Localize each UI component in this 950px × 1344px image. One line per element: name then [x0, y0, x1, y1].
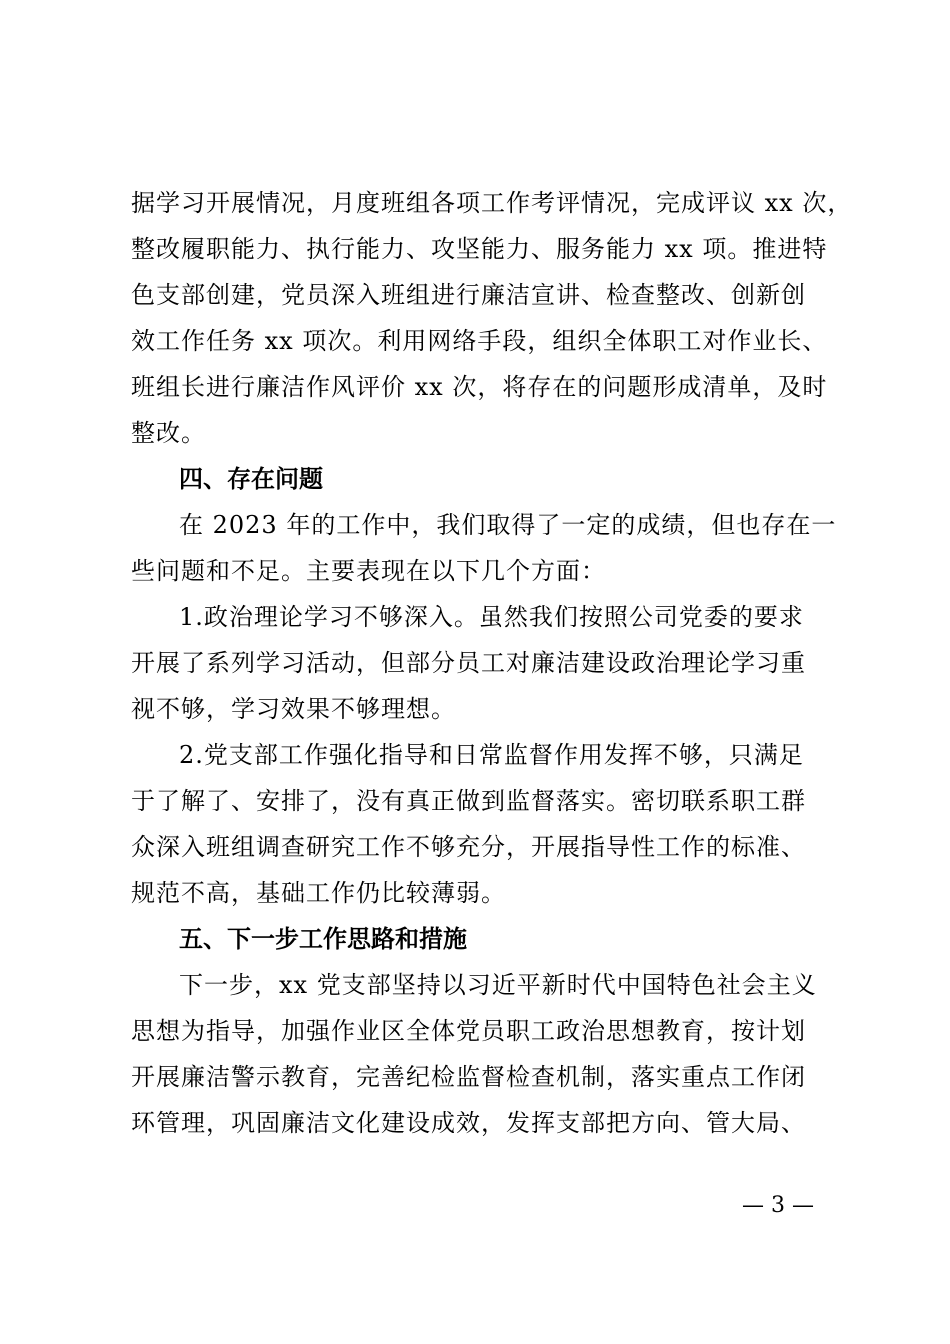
section-heading: 四、存在问题 [179, 464, 323, 493]
document-body [131, 180, 853, 1146]
text-line: 思想为指导，加强作业区全体党员职工政治思想教育，按计划 [131, 1017, 806, 1045]
issue-item-2 [131, 732, 831, 916]
text-line: 环管理，巩固廉洁文化建设成效，发挥支部把方向、管大局、 [131, 1109, 806, 1137]
issue-item-1 [131, 594, 831, 732]
text-line: 开展了系列学习活动，但部分员工对廉洁建设政治理论学习重 [131, 649, 806, 677]
text-line: 据学习开展情况，月度班组各项工作考评情况，完成评议 xx 次， [131, 189, 853, 217]
section-4-intro [131, 502, 837, 594]
text-line: 开展廉洁警示教育，完善纪检监督检查机制，落实重点工作闭 [131, 1063, 806, 1091]
section-5-paragraph [131, 962, 831, 1146]
text-line: 下一步，xx 党支部坚持以习近平新时代中国特色社会主义 [179, 971, 817, 999]
section-5 [131, 916, 831, 1146]
paragraph-continued [131, 180, 853, 456]
text-line: 规范不高，基础工作仍比较薄弱。 [131, 879, 506, 907]
text-line: 2.党支部工作强化指导和日常监督作用发挥不够，只满足 [179, 741, 804, 769]
text-line: 于了解了、安排了，没有真正做到监督落实。密切联系职工群 [131, 787, 806, 815]
text-line: 效工作任务 xx 项次。利用网络手段，组织全体职工对作业长、 [131, 327, 828, 355]
text-line: 1.政治理论学习不够深入。虽然我们按照公司党委的要求 [179, 603, 804, 631]
text-line: 整改。 [131, 419, 206, 447]
text-line: 色支部创建，党员深入班组进行廉洁宣讲、检查整改、创新创 [131, 281, 806, 309]
text-line: 班组长进行廉洁作风评价 xx 次，将存在的问题形成清单，及时 [131, 373, 828, 401]
text-line: 众深入班组调查研究工作不够充分，开展指导性工作的标准、 [131, 833, 806, 861]
section-4 [131, 456, 837, 916]
text-line: 整改履职能力、执行能力、攻坚能力、服务能力 xx 项。推进特 [131, 235, 828, 263]
text-line: 些问题和不足。主要表现在以下几个方面： [131, 557, 606, 585]
text-line: 视不够，学习效果不够理想。 [131, 695, 456, 723]
text-line: 在 2023 年的工作中，我们取得了一定的成绩，但也存在一 [179, 511, 837, 539]
page-number: — 3 — [742, 1193, 814, 1218]
section-heading: 五、下一步工作思路和措施 [179, 924, 467, 953]
